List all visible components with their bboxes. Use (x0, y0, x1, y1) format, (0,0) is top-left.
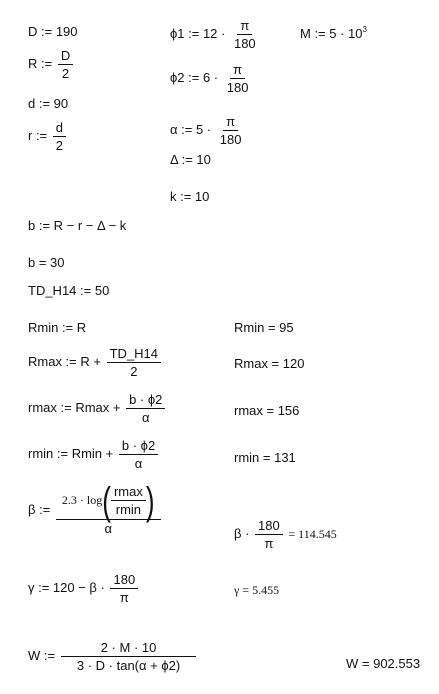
def-R[interactable]: R := $\frac{D}{2}$ (28, 48, 75, 81)
def-M[interactable]: M := $5 \cdot 10^3$ (300, 25, 367, 41)
def-rmin[interactable]: rmin := Rmin + $\frac{b \cdot \phi 2}{\alpha}$ (28, 438, 160, 471)
result-W: W = 902.553 (346, 656, 421, 671)
def-Delta[interactable]: Δ := 10 (170, 152, 211, 167)
def-W[interactable]: W := $\frac{2 \cdot M \cdot 10}{3 \cdot D \cdot \tan(\alpha + \phi 2)}$ (28, 640, 198, 673)
def-alpha[interactable]: α := 5 · $\frac{\pi}{180}$ (170, 114, 242, 147)
result-rmin: rmin = 131 (234, 450, 296, 465)
def-beta[interactable]: β := 2.3 · log ( $\frac{rmax}{rmin}$ ) α (28, 484, 163, 536)
def-phi1[interactable]: ϕ1 := 12 · $\frac{\pi}{180}$ (170, 18, 256, 51)
result-beta: β · $\frac{180}{\pi}$ = 114.545 (234, 518, 337, 551)
result-Rmax: Rmax = 120 (234, 356, 305, 371)
def-b[interactable]: b := R − r − Δ − k (28, 218, 127, 233)
def-phi2[interactable]: ϕ2 := 6 · $\frac{\pi}{180}$ (170, 62, 249, 95)
def-k[interactable]: k := 10 (170, 189, 210, 204)
def-TD_H14[interactable]: TD_H14 := 50 (28, 283, 110, 298)
result-gamma: γ = 5.455 (234, 583, 280, 597)
result-rmax: rmax = 156 (234, 403, 300, 418)
def-r[interactable]: r := $\frac{d}{2}$ (28, 120, 68, 153)
def-Rmax[interactable]: Rmax := R + $\frac{TD\_H14}{2}$ (28, 346, 163, 379)
def-d[interactable]: d := 90 (28, 96, 69, 111)
def-Rmin[interactable]: Rmin := R (28, 320, 87, 335)
result-b: b = 30 (28, 255, 65, 270)
def-gamma[interactable]: γ := 120 − β · $\frac{180}{\pi}$ (28, 572, 140, 605)
def-D[interactable]: D := 190 (28, 24, 78, 39)
def-rmax[interactable]: rmax := Rmax + $\frac{b \cdot \phi 2}{\alpha}$ (28, 392, 167, 425)
result-Rmin: Rmin = 95 (234, 320, 294, 335)
